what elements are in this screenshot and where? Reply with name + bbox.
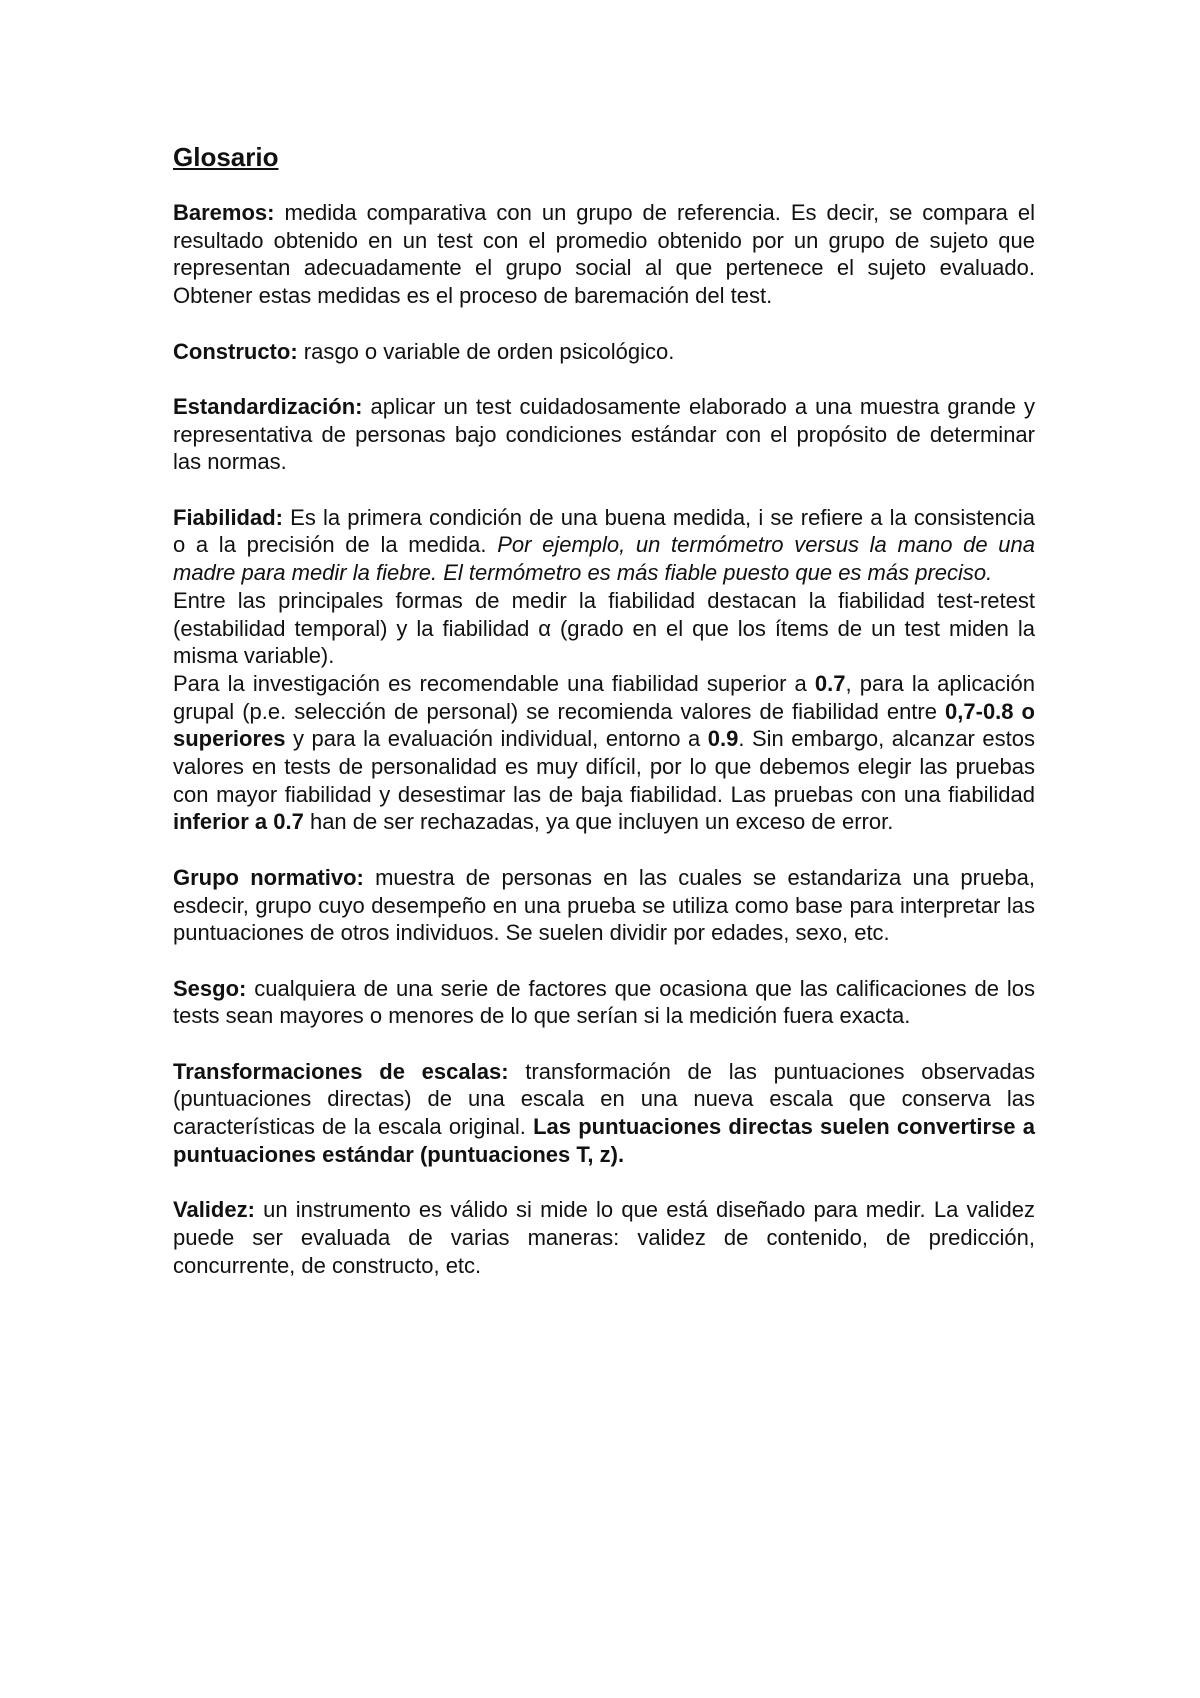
glossary-entry-baremos bbox=[173, 199, 1035, 310]
fiabilidad-p3-d: 0,7-0.8 o superiores bbox=[173, 698, 1035, 752]
term-sesgo: Sesgo: bbox=[173, 975, 247, 1001]
fiabilidad-p3-h: inferior a 0.7 bbox=[173, 809, 304, 835]
transformaciones-bold-note: Las puntuaciones directas suelen convertirse a puntuaciones estándar (puntuaciones T, z). bbox=[173, 1114, 1035, 1167]
glossary-entry-grupo-normativo bbox=[173, 864, 1035, 947]
fiabilidad-example: Por ejemplo, un termómetro versus la mano de una madre para medir la fiebre. El termómetro es más fiable puesto que es más preciso. bbox=[173, 532, 1035, 586]
glossary-entry-constructo bbox=[173, 338, 1035, 366]
glossary-entry-transformaciones bbox=[173, 1058, 1035, 1169]
definition-fiabilidad: Es la primera condición de una buena medida, i se refiere a la consistencia o a la precisión de la medida. bbox=[173, 504, 1035, 558]
fiabilidad-p3-e: y para la evaluación individual, entorno a bbox=[285, 726, 708, 752]
term-validez: Validez: bbox=[173, 1197, 255, 1223]
term-constructo: Constructo: bbox=[173, 338, 298, 364]
definition-validez: un instrumento es válido si mide lo que está diseñado para medir. La validez puede ser evaluada de varias maneras: validez de contenido, de predicción, concurrente, de constructo, etc. bbox=[173, 1197, 1035, 1278]
fiabilidad-paragraph-2: Entre las principales formas de medir la fiabilidad destacan la fiabilidad test-retest (estabilidad temporal) y la fiabilidad α (grado en el que los ítems de un test miden la misma variable). bbox=[173, 587, 1035, 669]
fiabilidad-p3-c: , para la aplicación grupal (p.e. selección de personal) se recomienda valores de fiabilidad entre bbox=[173, 670, 1035, 724]
page-title: Glosario bbox=[173, 142, 279, 172]
term-estandardizacion: Estandardización: bbox=[173, 393, 363, 419]
glossary-entry-validez bbox=[173, 1196, 1035, 1279]
fiabilidad-p3-i: han de ser rechazadas, ya que incluyen un exceso de error. bbox=[303, 809, 894, 835]
term-grupo-normativo: Grupo normativo: bbox=[173, 864, 364, 890]
document-page bbox=[173, 140, 1035, 1307]
term-baremos: Baremos: bbox=[173, 200, 275, 225]
glossary-entry-sesgo bbox=[173, 975, 1035, 1030]
fiabilidad-p3-f: 0.9 bbox=[707, 726, 739, 752]
fiabilidad-p3-b: 0.7 bbox=[814, 670, 846, 696]
glossary-entry-fiabilidad bbox=[173, 504, 1035, 587]
definition-baremos: medida comparativa con un grupo de referencia. Es decir, se compara el resultado obtenido en un test con el promedio obtenido por un grupo de sujeto que representan adecuadamente el grupo social al que pertenece el sujeto evaluado. Obtener estas medidas es el proceso de baremación del test. bbox=[173, 200, 1035, 309]
term-fiabilidad: Fiabilidad: bbox=[173, 504, 283, 530]
definition-sesgo: cualquiera de una serie de factores que ocasiona que las calificaciones de los tests sean mayores o menores de lo que serían si la medición fuera exacta. bbox=[173, 975, 1035, 1029]
definition-transformaciones: transformación de las puntuaciones observadas (puntuaciones directas) de una escala en una nueva escala que conserva las características de la escala original. bbox=[173, 1058, 1036, 1140]
fiabilidad-p3-a: Para la investigación es recomendable una fiabilidad superior a bbox=[173, 670, 815, 696]
definition-constructo: rasgo o variable de orden psicológico. bbox=[297, 338, 675, 364]
definition-grupo-normativo: muestra de personas en las cuales se estandariza una prueba, esdecir, grupo cuyo desempeño en una prueba se utiliza como base para interpretar las puntuaciones de otros individuos. Se suelen dividir por edades, sexo, etc. bbox=[173, 864, 1035, 946]
term-transformaciones: Transformaciones de escalas: bbox=[173, 1058, 509, 1084]
fiabilidad-p3-g: . Sin embargo, alcanzar estos valores en tests de personalidad es muy difícil, por lo que debemos elegir las pruebas con mayor fiabilidad y desestimar las de baja fiabilidad. Las pruebas con una fiabilidad bbox=[173, 726, 1035, 807]
fiabilidad-paragraph-3 bbox=[173, 670, 1035, 836]
definition-estandardizacion: aplicar un test cuidadosamente elaborado a una muestra grande y representativa de personas bajo condiciones estándar con el propósito de determinar las normas. bbox=[173, 393, 1035, 475]
glossary-entry-estandardizacion bbox=[173, 393, 1035, 476]
